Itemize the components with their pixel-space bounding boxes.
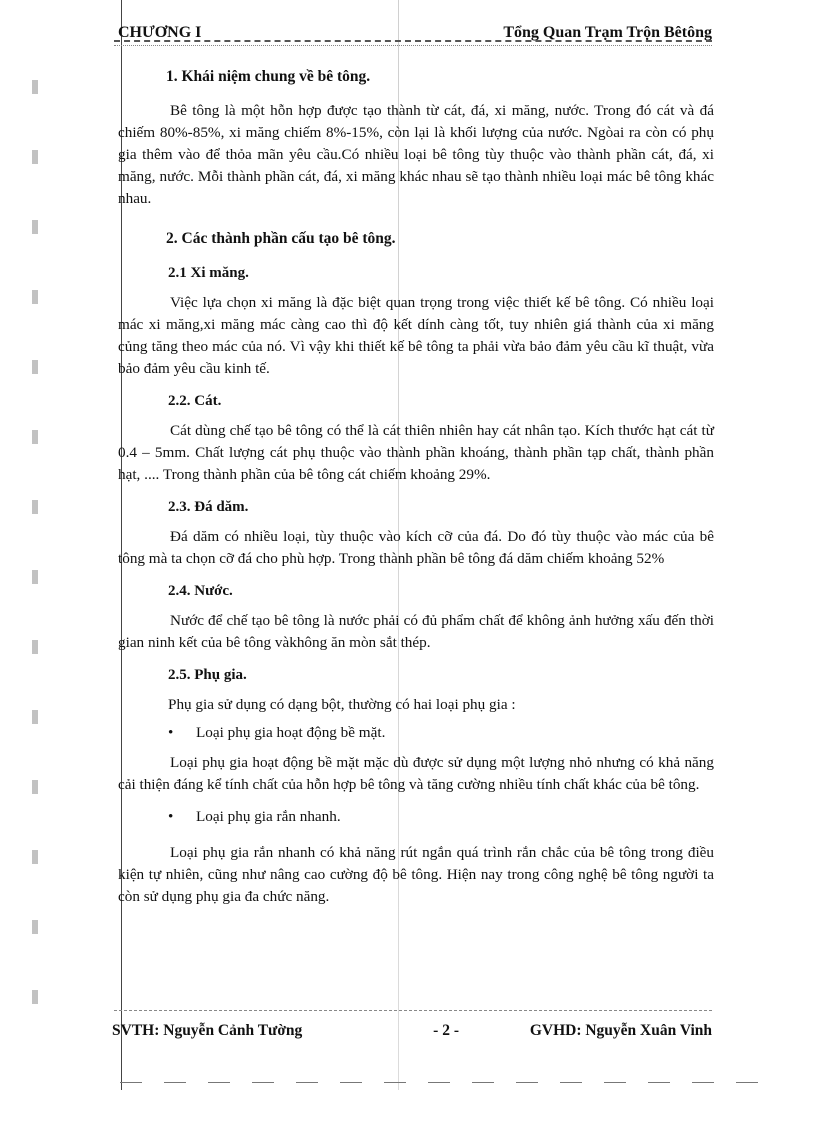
list-item: • Loại phụ gia rắn nhanh.: [118, 806, 714, 828]
section-2-4-paragraph: Nước để chế tạo bê tông là nước phải có đủ phẩm chất để không ảnh hưởng xấu đến thời gian ninh kết của bê tông vàkhông ăn mòn sắt thép.: [118, 612, 714, 651]
student-name: SVTH: Nguyễn Cảnh Tường: [112, 1022, 303, 1039]
section-2-5-intro: Phụ gia sử dụng có dạng bột, thường có hai loại phụ gia :: [168, 696, 516, 713]
bottom-scan-dashes: [120, 1082, 761, 1083]
section-1-title: 1. Khái niệm chung về bê tông.: [166, 68, 371, 85]
section-2-3-title: 2.3. Đá dăm.: [168, 499, 249, 515]
section-2-title: 2. Các thành phần cấu tạo bê tông.: [166, 230, 396, 247]
header-rule: [114, 40, 712, 46]
additive-list-2: [118, 806, 714, 828]
footer-rule: [114, 1010, 712, 1013]
document-title: Tổng Quan Trạm Trộn Bêtông: [503, 24, 712, 41]
section-2-3-paragraph: Đá dăm có nhiều loại, tùy thuộc vào kích cỡ của đá. Do đó tùy thuộc vào mác của bê tông mà ta chọn cỡ đá cho phù hợp. Trong thành phần bê tông đá dăm chiếm khoảng 52%: [118, 528, 714, 567]
advisor-name: GVHD: Nguyễn Xuân Vinh: [529, 1022, 712, 1039]
section-2-4-title: 2.4. Nước.: [168, 583, 233, 599]
section-2-1-paragraph: Việc lựa chọn xi măng là đặc biệt quan trọng trong việc thiết kế bê tông. Có nhiều loại mác xi măng,xi măng mác càng cao thì độ kết dính càng tốt, tuy nhiên giá thành của xi măng củng tăng theo mác của nó. Vì vậy khi thiết kế bê tông ta phải vừa bảo đảm yêu cầu kĩ thuật, vừa bảo đảm yêu cầu kinh tế.: [118, 294, 714, 377]
page-header: [118, 18, 712, 42]
chapter-label: CHƯƠNG I: [118, 24, 202, 41]
section-2-5-paragraph-1: Loại phụ gia hoạt động bề mặt mặc dù được sử dụng một lượng nhỏ nhưng có khả năng cải thiện đáng kể tính chất của hỗn hợp bê tông và tăng cường nhiều tính chất khác của bê tông.: [118, 754, 714, 793]
section-2-2-title: 2.2. Cát.: [168, 393, 222, 409]
section-2-5-title: 2.5. Phụ gia.: [168, 667, 247, 683]
section-1-paragraph: Bê tông là một hỗn hợp được tạo thành từ cát, đá, xi măng, nước. Trong đó cát và đá chiếm 80%-85%, xi măng chiếm 8%-15%, còn lại là khối lượng của nước. Ngòai ra còn có phụ gia thêm vào để thỏa mãn yêu cầu.Có nhiều loại bê tông tùy thuộc vào thành phần cát, đá, xi măng, nước. Mỗi thành phần cát, đá, xi măng khác nhau sẽ tạo thành nhiều loại mác bê tông khác nhau.: [118, 102, 714, 207]
additive-list-1: [118, 722, 714, 744]
section-2-1-title: 2.1 Xi măng.: [168, 265, 249, 281]
page-footer: [112, 1022, 712, 1040]
scan-artifact-ticks: [32, 80, 38, 1040]
section-2-5-paragraph-2: Loại phụ gia rắn nhanh có khả năng rút ngắn quá trình rắn chắc của bê tông trong điều kiện tự nhiên, cũng như nâng cao cường độ bê tông. Hiện nay trong công nghệ bê tông người ta còn sử dụng phụ gia đa chức năng.: [118, 844, 714, 905]
list-item: • Loại phụ gia hoạt động bề mặt.: [118, 722, 714, 744]
section-2-2-paragraph: Cát dùng chế tạo bê tông có thể là cát thiên nhiên hay cát nhân tạo. Kích thước hạt cát từ 0.4 – 5mm. Chất lượng cát phụ thuộc vào thành phần khoáng, thành phần tạp chất, thành phần hạt, .... Trong thành phần của bê tông cát chiếm khoảng 29%.: [118, 422, 714, 483]
page-number: - 2 -: [433, 1022, 459, 1039]
page-body: [118, 58, 714, 908]
